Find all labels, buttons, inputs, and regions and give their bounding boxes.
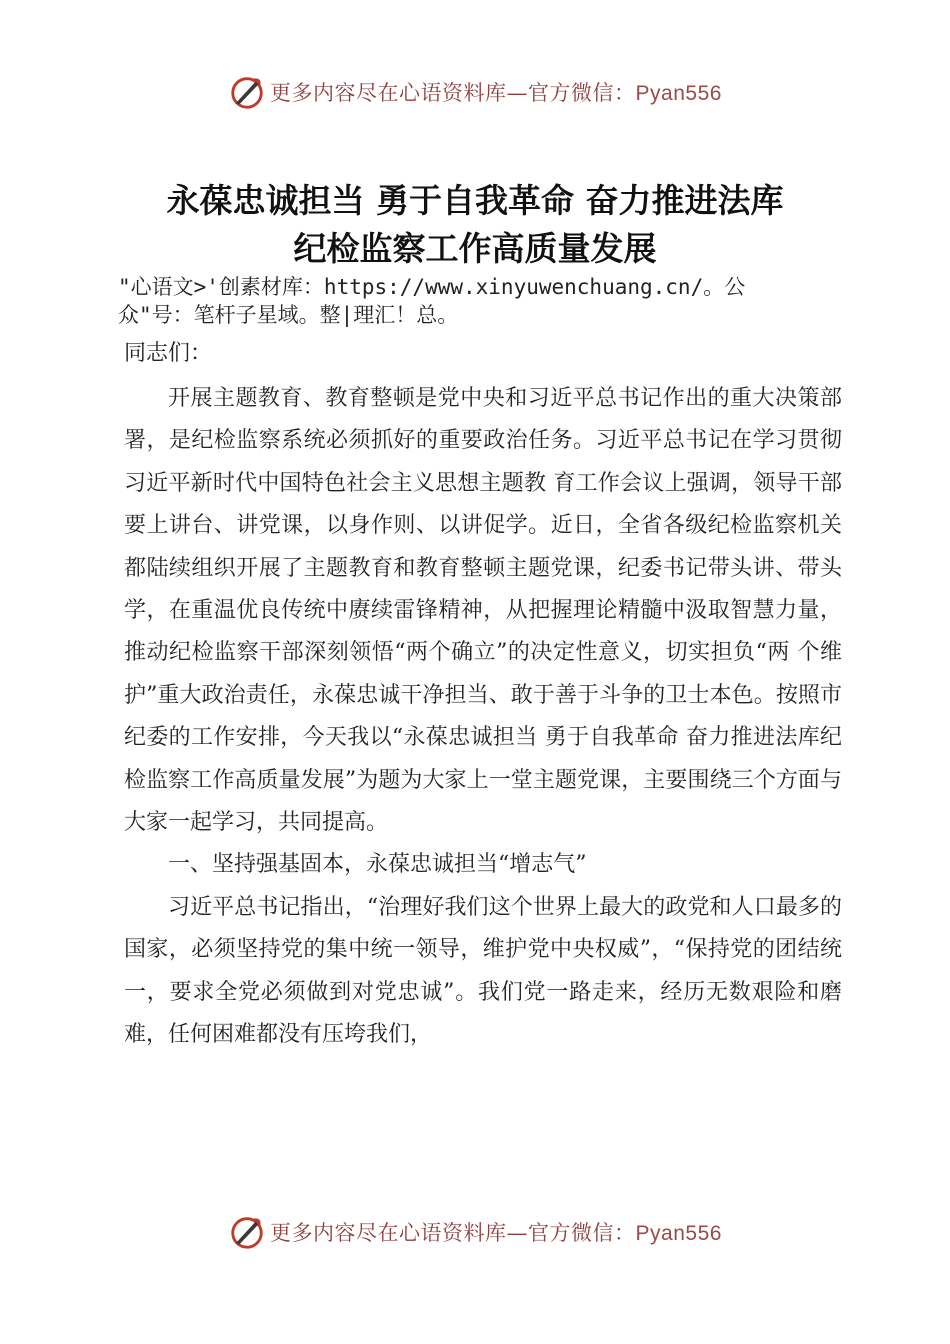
paragraph: 习近平总书记指出，“治理好我们这个世界上最大的政党和人口最多的国家，必须坚持党的集中统一领导，维护党中央权威”，“保持党的团结统一，要求全党必须做到对党忠诚”。我们党一路走来，经历无数艰险和磨难，任何困难都没有压垮我们， [124, 894, 842, 1048]
banner-wechat-id: Pyan556 [635, 82, 722, 105]
banner-wechat-id: Pyan556 [635, 1222, 722, 1245]
quill-logo-icon [228, 1213, 266, 1251]
footer-banner [0, 1212, 950, 1252]
paragraph: 开展主题教育、教育整顿是党中央和习近平总书记作出的重大决策部署，是纪检监察系统必须抓好的重要政治任务。习近平总书记在学习贯彻习近平新时代中国特色社会主义思想主题教 育工作会议上强调，领导干部要上讲台、讲党课，以身作则、以讲促学。近日，全省各级纪检监察机关都陆续组织开展了主题教育和教育整顿主题党课，纪委书记带头讲、带头学，在重温优良传统中赓续雷锋精神，从把握理论精髓中汲取智慧力量，推动纪检监察干部深刻领悟“两个确立”的决定性意义，切实担负“两 个维护”重大政治责任，永葆忠诚干净担当、敢于善于斗争的卫士本色。按照市纪委的工作安排，今天我以“永葆忠诚担当 勇于自我革命 奋力推进法库纪检监察工作高质量发展”为题为大家上一堂主题党课，主要围绕三个方面与大家一起学习，共同提高。 [124, 386, 842, 836]
banner-text-cn: 更多内容尽在心语资料库—官方微信： [270, 1221, 636, 1245]
document-title-line1: 永葆忠诚担当 勇于自我革命 奋力推进法库 [166, 181, 784, 220]
banner-text [270, 77, 722, 107]
section-heading: 一、坚持强基固本，永葆忠诚担当“增志气” [168, 852, 587, 878]
document-body [124, 378, 842, 1057]
source-note-line1: "心语文>'创素材库：https://www.xinyuwenchuang.cn/。公 [118, 275, 746, 299]
document-title-line2: 纪检监察工作高质量发展 [293, 229, 657, 268]
source-note-line2: 众"号：笔杆子星域。整|理汇！总。 [118, 303, 459, 327]
banner-text [270, 1217, 722, 1247]
header-banner [0, 72, 950, 112]
salutation: 同志们： [124, 341, 213, 366]
quill-logo-icon [228, 73, 266, 111]
banner-text-cn: 更多内容尽在心语资料库—官方微信： [270, 81, 636, 105]
